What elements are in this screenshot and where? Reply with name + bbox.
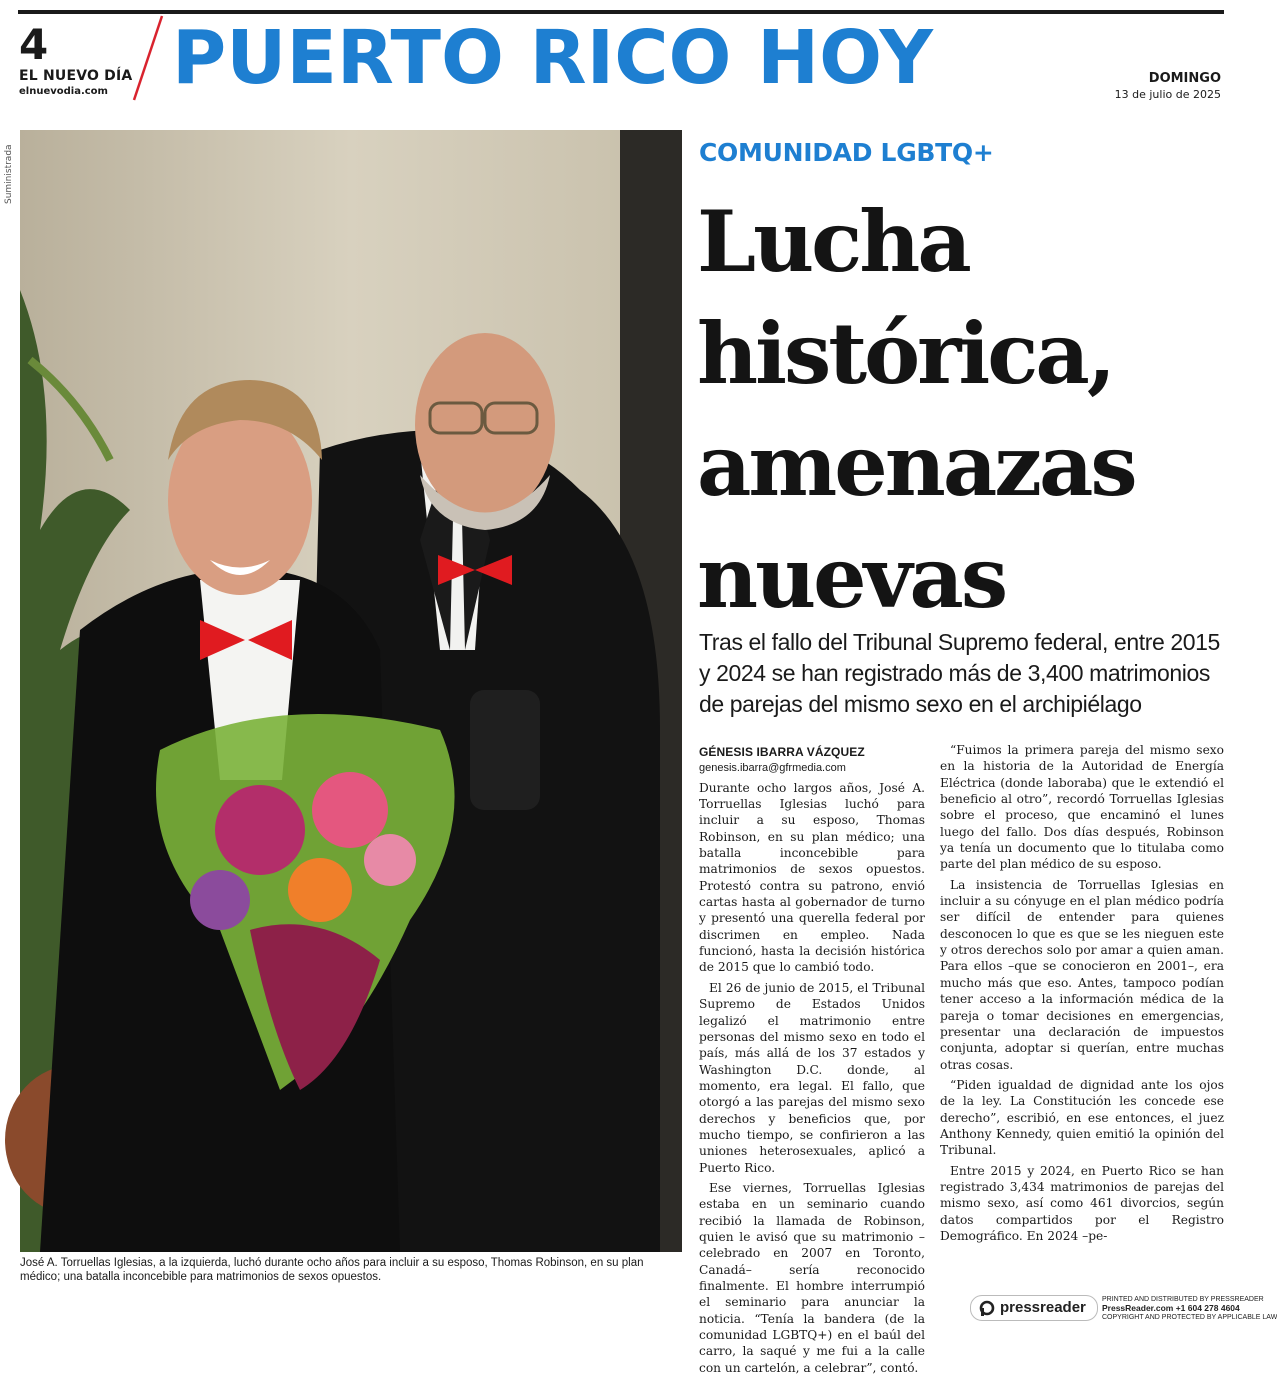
headline-line-2: histórica, [697,304,1114,403]
issue-day: DOMINGO [1148,71,1221,86]
article-kicker: COMUNIDAD LGBTQ+ [699,138,994,167]
red-slash-divider [128,14,168,102]
headline-line-4: nuevas [697,528,1006,627]
article-column-1 [699,744,925,1380]
pressreader-logo[interactable] [970,1295,1098,1321]
issue-date: 13 de julio de 2025 [1114,88,1221,101]
paragraph: La insistencia de Torruellas Iglesias en incluir a su cónyuge en el plan médico podría ser difícil de entender para quienes desconocen lo que es que se les nieguen este y otros derechos solo por amar a quien aman. Para ellos –que se conocieron en 2001–, era mucho más que eso. Antes, tampoco podían tener acceso a la información médica de la pareja o tomar decisiones en emergencias, presentar una declaración de impuestos conjunta, adoptar si querían, entre muchas otras cosas. [940,877,1224,1072]
article-column-2 [940,742,1224,1248]
couple-photo-illustration [20,130,682,1252]
photo-credit-text: Suministrada [4,144,14,204]
author-email[interactable]: genesis.ibarra@gfrmedia.com [699,762,846,775]
section-title: PUERTO RICO HOY [172,15,933,101]
article-dek: Tras el fallo del Tribunal Supremo federal, entre 2015 y 2024 se han registrado más de 3,400 matrimonios de parejas del mismo sexo en el archipiélago [699,629,1220,717]
newspaper-name: EL NUEVO DÍA [19,68,133,84]
page-number: 4 [19,20,49,69]
paragraph: Durante ocho largos años, José A. Torruellas Iglesias luchó para incluir a su esposo, Thomas Robinson, en su plan médico; una batalla inconcebible para matrimonios de sexos opuestos. Protestó contra su patrono, envió cartas hasta al gobernador de turno y presentó una querella federal por discrimen en empleo. Nada funcionó, hasta la decisión histórica de 2015 que lo cambió todo. [699,780,925,975]
photo-credit [4,134,18,204]
paragraph: Ese viernes, Torruellas Iglesias estaba en un seminario cuando recibió la llamada de Robinson, quien le avisó que su matrimonio –celebrado en 2007 en Toronto, Canadá– sería reconocido finalmente. El hombre interrumpió el seminario para anunciar la noticia. “Tenía la bandera (de la comunidad LGBTQ+) en el baúl del carro, la saqué y me fui a la calle con un cartelón, a celebrar”, contó. [699,1180,925,1375]
headline-line-3: amenazas [697,416,1135,515]
pressreader-notice [1102,1296,1277,1322]
top-rule [18,10,1224,14]
pressreader-line-2: PressReader.com +1 604 278 4604 [1102,1303,1240,1313]
author-byline: GÉNESIS IBARRA VÁZQUEZ [699,745,865,759]
paragraph: El 26 de junio de 2015, el Tribunal Supremo de Estados Unidos legalizó el matrimonio entre personas del mismo sexo en todo el país, más allá de los 37 estados y Washington D.C. donde, al momento, era legal. El fallo, que otorgó a las parejas del mismo sexo derechos y beneficios que, por mucho tiempo, se confirieron a las uniones heterosexuales, aplicó a Puerto Rico. [699,980,925,1175]
photo-caption: José A. Torruellas Iglesias, a la izquierda, luchó durante ocho años para incluir a su esposo, Thomas Robinson, en su plan médico; una batalla inconcebible para matrimonios de sexos opuestos. [20,1257,644,1283]
pressreader-line-1: PRINTED AND DISTRIBUTED BY PRESSREADER [1102,1296,1264,1303]
headline-line-1: Lucha [697,192,969,291]
paragraph: “Piden igualdad de dignidad ante los ojos de la ley. La Constitución les concede ese derecho”, escribió, en ese entonces, el juez Anthony Kennedy, quien emitió la opinión del Tribunal. [940,1077,1224,1158]
pressreader-icon [979,1300,995,1316]
pressreader-footer [970,1294,1277,1321]
paragraph: “Fuimos la primera pareja del mismo sexo en la historia de la Autoridad de Energía Eléctrica (donde laboraba) que le extendió el beneficio al otro”, recordó Torruellas Iglesias sobre el proceso, que encaminó el lunes luego del fallo. Dos días después, Robinson ya tenía un documento que lo titulaba como parte del plan médico de su esposo. [940,743,1224,872]
main-photo[interactable] [20,130,682,1252]
pressreader-line-3: COPYRIGHT AND PROTECTED BY APPLICABLE LAW [1102,1314,1277,1321]
article-headline [697,186,1227,634]
paragraph: Entre 2015 y 2024, en Puerto Rico se han registrado 3,434 matrimonios de parejas del mismo sexo, así como 461 divorcios, según datos compartidos por el Registro Demográfico. En 2024 –pe- [940,1163,1224,1243]
newspaper-website[interactable]: elnuevodia.com [19,86,108,97]
pressreader-name: pressreader [1000,1299,1086,1316]
